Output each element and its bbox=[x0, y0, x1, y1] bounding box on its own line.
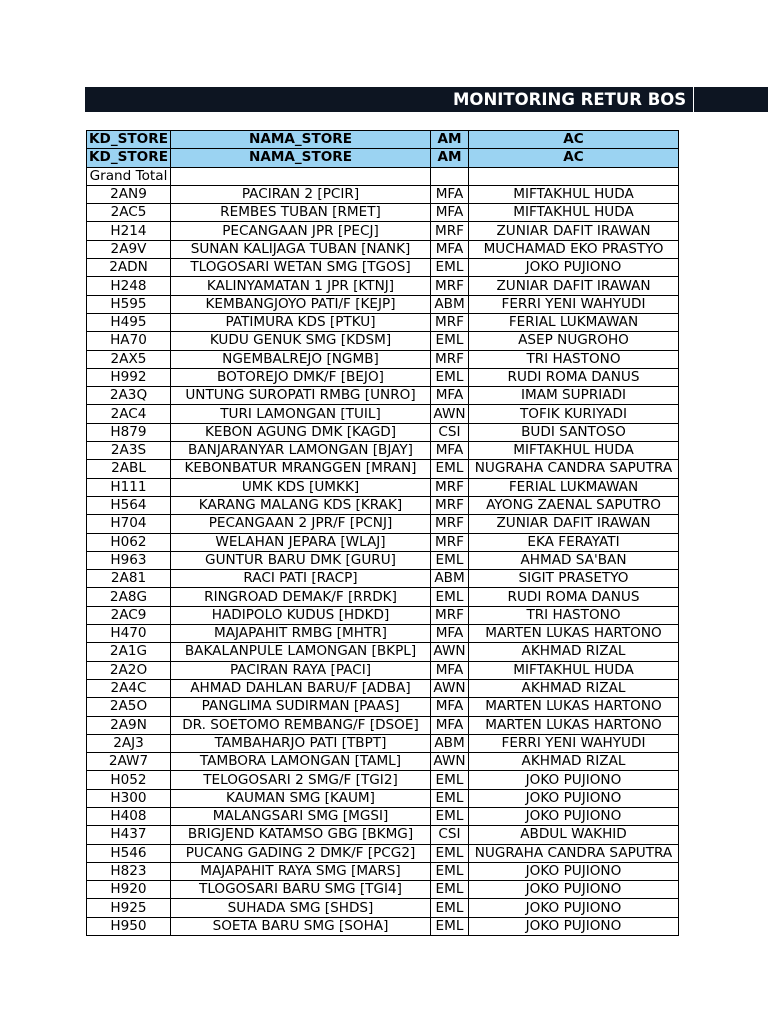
table-row bbox=[87, 826, 679, 844]
cell-ac: JOKO PUJIONO bbox=[469, 807, 679, 825]
table-row bbox=[87, 881, 679, 899]
header-ac: AC bbox=[469, 131, 679, 149]
cell-nama-store: KARANG MALANG KDS [KRAK] bbox=[171, 496, 431, 514]
cell-nama-store: SOETA BARU SMG [SOHA] bbox=[171, 917, 431, 935]
cell-ac: FERIAL LUKMAWAN bbox=[469, 478, 679, 496]
grand-total-label: Grand Total bbox=[87, 167, 171, 185]
cell-am: MFA bbox=[431, 387, 469, 405]
cell-nama-store: TURI LAMONGAN [TUIL] bbox=[171, 405, 431, 423]
cell-kd-store: H408 bbox=[87, 807, 171, 825]
cell-nama-store: AHMAD DAHLAN BARU/F [ADBA] bbox=[171, 679, 431, 697]
cell-nama-store: TAMBORA LAMONGAN [TAML] bbox=[171, 753, 431, 771]
cell-kd-store: HA70 bbox=[87, 332, 171, 350]
cell-ac: MIFTAKHUL HUDA bbox=[469, 185, 679, 203]
cell-am: EML bbox=[431, 862, 469, 880]
table-row bbox=[87, 625, 679, 643]
cell-ac: MUCHAMAD EKO PRASTYO bbox=[469, 240, 679, 258]
cell-am: EML bbox=[431, 917, 469, 935]
table-row bbox=[87, 442, 679, 460]
cell-nama-store: RACI PATI [RACP] bbox=[171, 570, 431, 588]
cell-ac: MIFTAKHUL HUDA bbox=[469, 442, 679, 460]
grand-total-row bbox=[87, 167, 679, 185]
cell-nama-store: UNTUNG SUROPATI RMBG [UNRO] bbox=[171, 387, 431, 405]
table-row bbox=[87, 350, 679, 368]
cell-nama-store: KEMBANGJOYO PATI/F [KEJP] bbox=[171, 295, 431, 313]
cell-ac: TRI HASTONO bbox=[469, 350, 679, 368]
table-row bbox=[87, 368, 679, 386]
cell-kd-store: H470 bbox=[87, 625, 171, 643]
cell-ac: ZUNIAR DAFIT IRAWAN bbox=[469, 222, 679, 240]
cell-kd-store: 2AC5 bbox=[87, 204, 171, 222]
cell-kd-store: 2AC9 bbox=[87, 606, 171, 624]
table-row bbox=[87, 753, 679, 771]
cell-ac: NUGRAHA CANDRA SAPUTRA bbox=[469, 460, 679, 478]
cell-nama-store: MAJAPAHIT RMBG [MHTR] bbox=[171, 625, 431, 643]
table-row bbox=[87, 716, 679, 734]
header-nama-store: NAMA_STORE bbox=[171, 149, 431, 167]
store-table bbox=[86, 130, 679, 936]
cell-am: EML bbox=[431, 771, 469, 789]
cell-am: MFA bbox=[431, 716, 469, 734]
cell-kd-store: H992 bbox=[87, 368, 171, 386]
cell-ac: MIFTAKHUL HUDA bbox=[469, 661, 679, 679]
cell-ac: ABDUL WAKHID bbox=[469, 826, 679, 844]
header-ac: AC bbox=[469, 149, 679, 167]
cell-am: EML bbox=[431, 881, 469, 899]
cell-am: EML bbox=[431, 368, 469, 386]
cell-kd-store: H963 bbox=[87, 551, 171, 569]
cell-am: MRF bbox=[431, 515, 469, 533]
cell-nama-store: BRIGJEND KATAMSO GBG [BKMG] bbox=[171, 826, 431, 844]
table-row bbox=[87, 734, 679, 752]
cell-am: AWN bbox=[431, 679, 469, 697]
cell-am: MRF bbox=[431, 533, 469, 551]
cell-ac: AHMAD SA'BAN bbox=[469, 551, 679, 569]
table-row bbox=[87, 515, 679, 533]
cell-kd-store: H595 bbox=[87, 295, 171, 313]
table-row bbox=[87, 862, 679, 880]
cell-nama-store: PECANGAAN 2 JPR/F [PCNJ] bbox=[171, 515, 431, 533]
cell-kd-store: H920 bbox=[87, 881, 171, 899]
cell-am: MRF bbox=[431, 222, 469, 240]
cell-am: ABM bbox=[431, 734, 469, 752]
cell-ac: RUDI ROMA DANUS bbox=[469, 368, 679, 386]
cell-ac: JOKO PUJIONO bbox=[469, 917, 679, 935]
table-row bbox=[87, 259, 679, 277]
cell-kd-store: H823 bbox=[87, 862, 171, 880]
cell-nama-store: PECANGAAN JPR [PECJ] bbox=[171, 222, 431, 240]
cell-kd-store: H879 bbox=[87, 423, 171, 441]
table-row bbox=[87, 496, 679, 514]
header-row-repeat bbox=[87, 149, 679, 167]
table-row bbox=[87, 698, 679, 716]
cell-kd-store: H062 bbox=[87, 533, 171, 551]
cell-ac: NUGRAHA CANDRA SAPUTRA bbox=[469, 844, 679, 862]
cell-am: MRF bbox=[431, 350, 469, 368]
cell-kd-store: H564 bbox=[87, 496, 171, 514]
table-row bbox=[87, 295, 679, 313]
header-am: AM bbox=[431, 149, 469, 167]
cell-kd-store: 2AN9 bbox=[87, 185, 171, 203]
cell-ac: MARTEN LUKAS HARTONO bbox=[469, 625, 679, 643]
cell-am: MRF bbox=[431, 277, 469, 295]
cell-am: MFA bbox=[431, 625, 469, 643]
cell-am: MFA bbox=[431, 185, 469, 203]
cell-am: MFA bbox=[431, 204, 469, 222]
cell-ac: EKA FERAYATI bbox=[469, 533, 679, 551]
table-row bbox=[87, 570, 679, 588]
table-row bbox=[87, 771, 679, 789]
cell-nama-store: RINGROAD DEMAK/F [RRDK] bbox=[171, 588, 431, 606]
cell-ac: JOKO PUJIONO bbox=[469, 771, 679, 789]
cell-ac: TRI HASTONO bbox=[469, 606, 679, 624]
cell-am: CSI bbox=[431, 826, 469, 844]
table-row bbox=[87, 313, 679, 331]
cell-am: EML bbox=[431, 588, 469, 606]
cell-nama-store: SUNAN KALIJAGA TUBAN [NANK] bbox=[171, 240, 431, 258]
table-body bbox=[87, 167, 679, 935]
cell-ac: FERRI YENI WAHYUDI bbox=[469, 734, 679, 752]
cell-ac: TOFIK KURIYADI bbox=[469, 405, 679, 423]
header-nama-store: NAMA_STORE bbox=[171, 131, 431, 149]
table-row bbox=[87, 185, 679, 203]
cell-ac: JOKO PUJIONO bbox=[469, 259, 679, 277]
table-row bbox=[87, 222, 679, 240]
cell-am: EML bbox=[431, 807, 469, 825]
cell-nama-store: BOTOREJO DMK/F [BEJO] bbox=[171, 368, 431, 386]
cell-nama-store: SUHADA SMG [SHDS] bbox=[171, 899, 431, 917]
cell-am: AWN bbox=[431, 405, 469, 423]
header-kd-store: KD_STORE bbox=[87, 131, 171, 149]
cell-nama-store: TAMBAHARJO PATI [TBPT] bbox=[171, 734, 431, 752]
cell-am: MFA bbox=[431, 661, 469, 679]
cell-kd-store: 2A9V bbox=[87, 240, 171, 258]
cell-kd-store: 2A9N bbox=[87, 716, 171, 734]
cell-ac: JOKO PUJIONO bbox=[469, 789, 679, 807]
cell-am: EML bbox=[431, 789, 469, 807]
cell-kd-store: H950 bbox=[87, 917, 171, 935]
cell-am: MFA bbox=[431, 698, 469, 716]
cell-kd-store: 2A1G bbox=[87, 643, 171, 661]
cell-kd-store: H704 bbox=[87, 515, 171, 533]
cell-am: MRF bbox=[431, 313, 469, 331]
cell-am: EML bbox=[431, 332, 469, 350]
cell-ac: MARTEN LUKAS HARTONO bbox=[469, 698, 679, 716]
cell-ac: ZUNIAR DAFIT IRAWAN bbox=[469, 277, 679, 295]
cell-kd-store: H546 bbox=[87, 844, 171, 862]
table-row bbox=[87, 423, 679, 441]
cell-am: CSI bbox=[431, 423, 469, 441]
cell-nama-store: UMK KDS [UMKK] bbox=[171, 478, 431, 496]
cell-kd-store: 2A3S bbox=[87, 442, 171, 460]
cell-kd-store: H300 bbox=[87, 789, 171, 807]
cell-ac: AKHMAD RIZAL bbox=[469, 753, 679, 771]
table-row bbox=[87, 551, 679, 569]
cell-nama-store: BAKALANPULE LAMONGAN [BKPL] bbox=[171, 643, 431, 661]
cell-kd-store: 2A3Q bbox=[87, 387, 171, 405]
cell-am: AWN bbox=[431, 643, 469, 661]
cell-nama-store: WELAHAN JEPARA [WLAJ] bbox=[171, 533, 431, 551]
cell-kd-store: 2ADN bbox=[87, 259, 171, 277]
cell-kd-store: H052 bbox=[87, 771, 171, 789]
cell-ac: JOKO PUJIONO bbox=[469, 862, 679, 880]
cell-nama-store: KEBON AGUNG DMK [KAGD] bbox=[171, 423, 431, 441]
cell-ac: ASEP NUGROHO bbox=[469, 332, 679, 350]
cell-nama-store: PACIRAN 2 [PCIR] bbox=[171, 185, 431, 203]
cell-kd-store: 2A2O bbox=[87, 661, 171, 679]
table-row bbox=[87, 204, 679, 222]
cell-kd-store: H437 bbox=[87, 826, 171, 844]
cell-nama-store: PUCANG GADING 2 DMK/F [PCG2] bbox=[171, 844, 431, 862]
cell-kd-store: H214 bbox=[87, 222, 171, 240]
cell-ac: AYONG ZAENAL SAPUTRO bbox=[469, 496, 679, 514]
cell-ac: JOKO PUJIONO bbox=[469, 881, 679, 899]
cell-nama-store: PATIMURA KDS [PTKU] bbox=[171, 313, 431, 331]
table-row bbox=[87, 478, 679, 496]
cell-kd-store: 2A5O bbox=[87, 698, 171, 716]
cell-ac: MIFTAKHUL HUDA bbox=[469, 204, 679, 222]
cell-nama-store: PACIRAN RAYA [PACI] bbox=[171, 661, 431, 679]
cell-nama-store: KAUMAN SMG [KAUM] bbox=[171, 789, 431, 807]
cell-ac: AKHMAD RIZAL bbox=[469, 679, 679, 697]
cell-nama-store: PANGLIMA SUDIRMAN [PAAS] bbox=[171, 698, 431, 716]
cell-am: MRF bbox=[431, 478, 469, 496]
cell-kd-store: 2A4C bbox=[87, 679, 171, 697]
cell-am: ABM bbox=[431, 295, 469, 313]
table-row bbox=[87, 899, 679, 917]
grand-total-empty bbox=[431, 167, 469, 185]
cell-am: EML bbox=[431, 259, 469, 277]
table-row bbox=[87, 240, 679, 258]
cell-kd-store: H925 bbox=[87, 899, 171, 917]
table-row bbox=[87, 807, 679, 825]
header-am: AM bbox=[431, 131, 469, 149]
cell-nama-store: GUNTUR BARU DMK [GURU] bbox=[171, 551, 431, 569]
cell-kd-store: 2A81 bbox=[87, 570, 171, 588]
cell-nama-store: BANJARANYAR LAMONGAN [BJAY] bbox=[171, 442, 431, 460]
header-kd-store: KD_STORE bbox=[87, 149, 171, 167]
header-row bbox=[87, 131, 679, 149]
cell-nama-store: MAJAPAHIT RAYA SMG [MARS] bbox=[171, 862, 431, 880]
table-row bbox=[87, 332, 679, 350]
cell-am: MFA bbox=[431, 240, 469, 258]
table-row bbox=[87, 387, 679, 405]
cell-kd-store: 2A8G bbox=[87, 588, 171, 606]
cell-ac: MARTEN LUKAS HARTONO bbox=[469, 716, 679, 734]
grand-total-empty bbox=[171, 167, 431, 185]
cell-kd-store: H248 bbox=[87, 277, 171, 295]
report-title: MONITORING RETUR BOS bbox=[453, 90, 687, 109]
cell-kd-store: H111 bbox=[87, 478, 171, 496]
cell-ac: FERIAL LUKMAWAN bbox=[469, 313, 679, 331]
cell-ac: ZUNIAR DAFIT IRAWAN bbox=[469, 515, 679, 533]
table-row bbox=[87, 789, 679, 807]
table-row bbox=[87, 661, 679, 679]
table-row bbox=[87, 917, 679, 935]
cell-kd-store: 2AW7 bbox=[87, 753, 171, 771]
cell-nama-store: TLOGOSARI WETAN SMG [TGOS] bbox=[171, 259, 431, 277]
cell-nama-store: KUDU GENUK SMG [KDSM] bbox=[171, 332, 431, 350]
cell-am: EML bbox=[431, 460, 469, 478]
cell-ac: BUDI SANTOSO bbox=[469, 423, 679, 441]
title-divider bbox=[693, 87, 694, 112]
cell-am: EML bbox=[431, 551, 469, 569]
table-row bbox=[87, 606, 679, 624]
table-row bbox=[87, 405, 679, 423]
cell-am: MRF bbox=[431, 496, 469, 514]
table-row bbox=[87, 533, 679, 551]
grand-total-empty bbox=[469, 167, 679, 185]
cell-kd-store: 2ABL bbox=[87, 460, 171, 478]
cell-nama-store: KEBONBATUR MRANGGEN [MRAN] bbox=[171, 460, 431, 478]
table-row bbox=[87, 679, 679, 697]
cell-nama-store: TLOGOSARI BARU SMG [TGI4] bbox=[171, 881, 431, 899]
cell-am: MRF bbox=[431, 606, 469, 624]
cell-nama-store: TELOGOSARI 2 SMG/F [TGI2] bbox=[171, 771, 431, 789]
cell-am: MFA bbox=[431, 442, 469, 460]
table-row bbox=[87, 460, 679, 478]
cell-am: ABM bbox=[431, 570, 469, 588]
cell-kd-store: 2AC4 bbox=[87, 405, 171, 423]
cell-nama-store: MALANGSARI SMG [MGSI] bbox=[171, 807, 431, 825]
cell-nama-store: DR. SOETOMO REMBANG/F [DSOE] bbox=[171, 716, 431, 734]
cell-ac: JOKO PUJIONO bbox=[469, 899, 679, 917]
cell-am: EML bbox=[431, 899, 469, 917]
cell-nama-store: REMBES TUBAN [RMET] bbox=[171, 204, 431, 222]
cell-kd-store: 2AX5 bbox=[87, 350, 171, 368]
cell-ac: SIGIT PRASETYO bbox=[469, 570, 679, 588]
cell-am: AWN bbox=[431, 753, 469, 771]
cell-ac: IMAM SUPRIADI bbox=[469, 387, 679, 405]
cell-nama-store: KALINYAMATAN 1 JPR [KTNJ] bbox=[171, 277, 431, 295]
table-row bbox=[87, 588, 679, 606]
table-row bbox=[87, 277, 679, 295]
table-row bbox=[87, 844, 679, 862]
cell-ac: FERRI YENI WAHYUDI bbox=[469, 295, 679, 313]
cell-am: EML bbox=[431, 844, 469, 862]
cell-nama-store: NGEMBALREJO [NGMB] bbox=[171, 350, 431, 368]
table-row bbox=[87, 643, 679, 661]
cell-ac: AKHMAD RIZAL bbox=[469, 643, 679, 661]
cell-nama-store: HADIPOLO KUDUS [HDKD] bbox=[171, 606, 431, 624]
cell-ac: RUDI ROMA DANUS bbox=[469, 588, 679, 606]
cell-kd-store: 2AJ3 bbox=[87, 734, 171, 752]
cell-kd-store: H495 bbox=[87, 313, 171, 331]
